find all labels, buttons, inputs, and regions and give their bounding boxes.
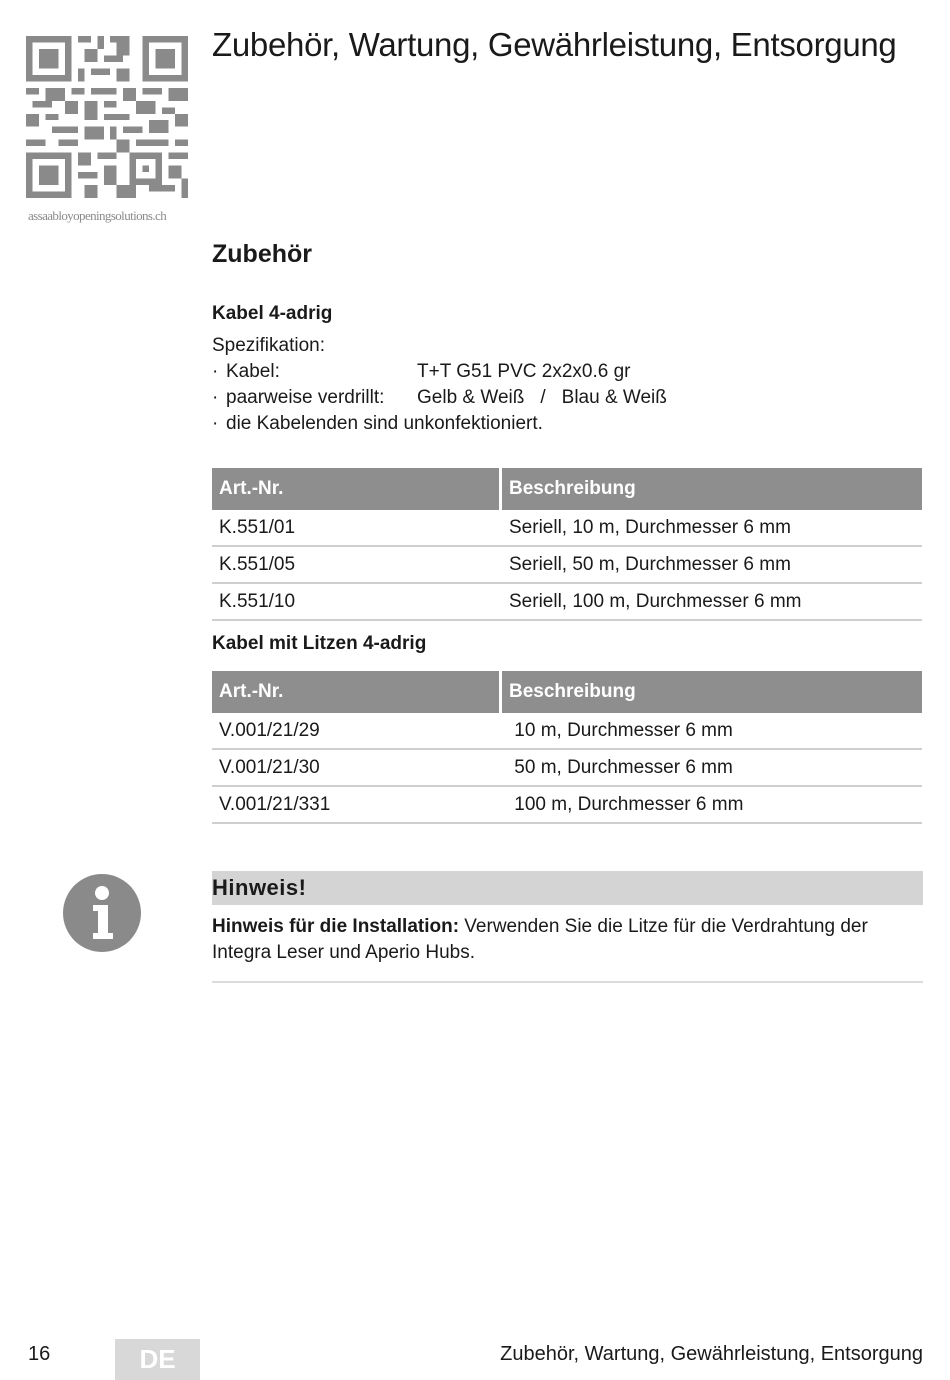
description-cell: 50 m, Durchmesser 6 mm — [502, 750, 922, 787]
spec-item: · die Kabelenden sind unkonfektioniert. — [212, 411, 922, 437]
table-header-row — [212, 671, 922, 713]
table-row — [212, 510, 922, 547]
column-header-beschreibung: Beschreibung — [502, 468, 922, 510]
note-title: Hinweis! — [212, 871, 923, 905]
note-box — [212, 871, 923, 983]
note-body: Verwenden Sie die Litze für die Verdrahtung der Integra Leser und Aperio Hubs. — [212, 916, 868, 963]
spec-value-2: Blau & Weiß — [561, 387, 667, 408]
table-row — [212, 547, 922, 584]
separator: / — [540, 387, 546, 408]
litzen-table — [212, 671, 922, 824]
spec-value: T+T G51 PVC 2x2x0.6 gr — [417, 361, 631, 382]
spec-item: · paarweise verdrillt: Gelb & Weiß / Blau & Weiß — [212, 385, 922, 411]
art-nr-cell: K.551/10 — [212, 584, 502, 621]
description-cell: Seriell, 50 m, Durchmesser 6 mm — [502, 547, 922, 584]
footer-title: Zubehör, Wartung, Gewährleistung, Entsorgung — [500, 1343, 923, 1365]
cable-heading: Kabel 4-adrig — [212, 303, 333, 324]
qr-code-icon — [26, 36, 188, 198]
description-cell: Seriell, 100 m, Durchmesser 6 mm — [502, 584, 922, 621]
language-badge: DE — [115, 1339, 200, 1380]
art-nr-cell: V.001/21/331 — [212, 787, 502, 824]
table-row — [212, 750, 922, 787]
spec-block — [212, 333, 922, 437]
spec-key: Kabel: — [226, 361, 280, 382]
spec-key: die Kabelenden sind unkonfektioniert. — [226, 413, 543, 434]
section-heading: Zubehör — [212, 240, 312, 268]
column-header-beschreibung: Beschreibung — [502, 671, 922, 713]
spec-item: · Kabel: T+T G51 PVC 2x2x0.6 gr — [212, 359, 922, 385]
art-nr-cell: K.551/01 — [212, 510, 502, 547]
description-cell: 10 m, Durchmesser 6 mm — [502, 713, 922, 750]
table-row — [212, 713, 922, 750]
spec-value: Gelb & Weiß — [417, 387, 525, 408]
art-nr-cell: V.001/21/30 — [212, 750, 502, 787]
main-content — [212, 240, 922, 824]
art-nr-cell: K.551/05 — [212, 547, 502, 584]
litzen-heading: Kabel mit Litzen 4-adrig — [212, 633, 427, 654]
spec-key: paarweise verdrillt: — [226, 387, 385, 408]
description-cell: Seriell, 10 m, Durchmesser 6 mm — [502, 510, 922, 547]
note-text — [212, 914, 923, 983]
column-header-art-nr: Art.-Nr. — [212, 468, 502, 510]
table-row — [212, 584, 922, 621]
table-header-row — [212, 468, 922, 510]
page-number: 16 — [28, 1343, 51, 1365]
table-row — [212, 787, 922, 824]
page-title: Zubehör, Wartung, Gewährleistung, Entsorgung — [212, 26, 897, 63]
info-icon — [62, 873, 142, 953]
spec-label: Spezifikation: — [212, 335, 326, 356]
website-url: assaabloyopeningsolutions.ch — [28, 208, 167, 223]
art-nr-cell: V.001/21/29 — [212, 713, 502, 750]
note-bold-label: Hinweis für die Installation: — [212, 916, 460, 937]
description-cell: 100 m, Durchmesser 6 mm — [502, 787, 922, 824]
column-header-art-nr: Art.-Nr. — [212, 671, 502, 713]
cable-table — [212, 468, 922, 621]
